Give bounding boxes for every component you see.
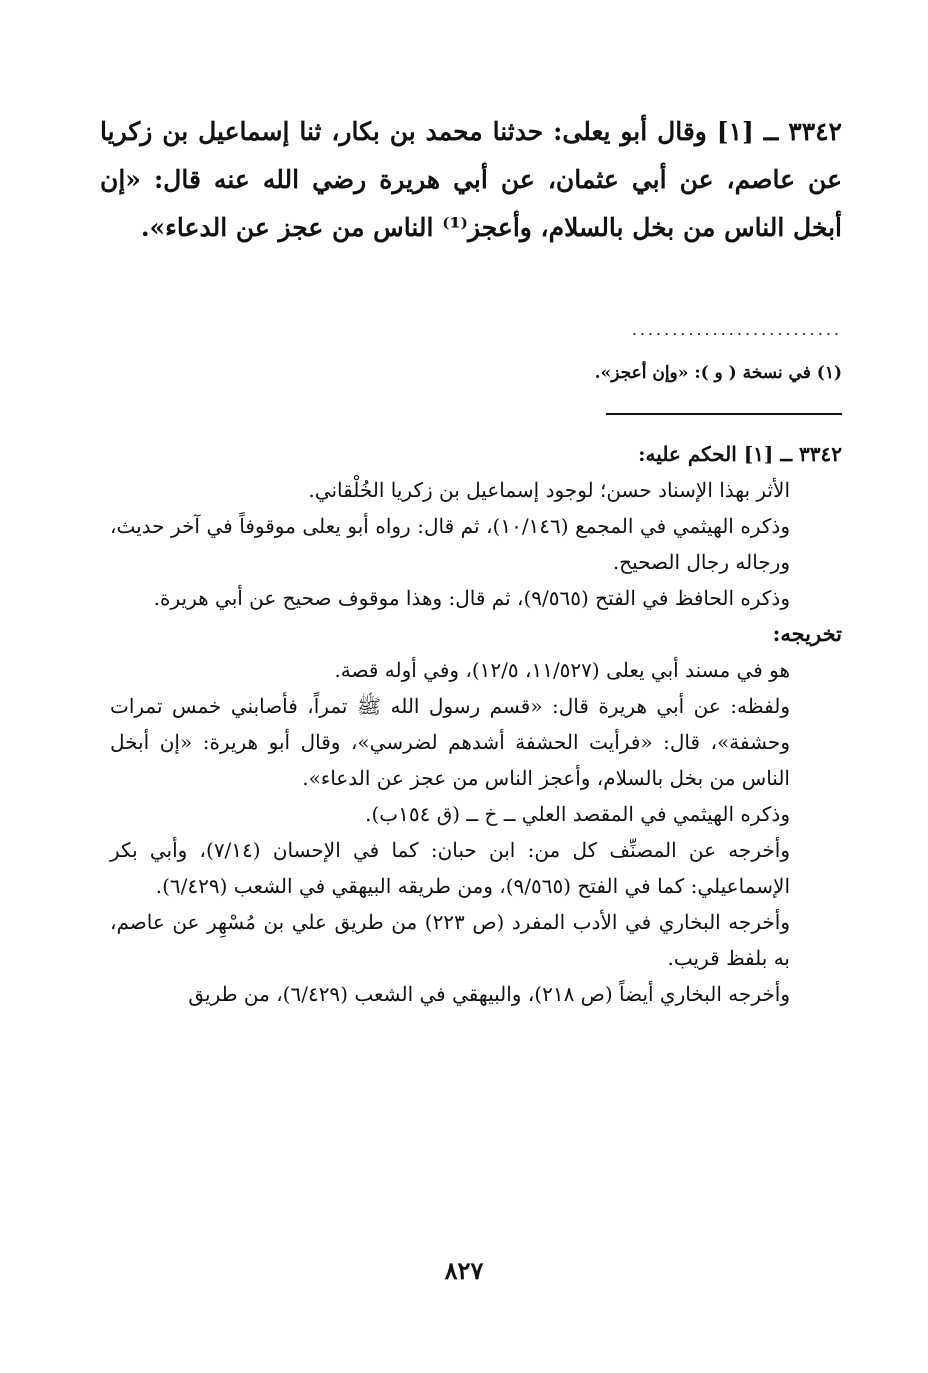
ruling-paragraph-3: وذكره الحافظ في الفتح (٩/٥٦٥)، ثم قال: وهذا موقوف صحيح عن أبي هريرة. bbox=[153, 586, 790, 610]
takhrij-paragraph-5: وأخرجه البخاري في الأدب المفرد (ص ٢٢٣) من طريق علي بن مُسْهِر عن عاصم، به بلفظ قريب. bbox=[110, 910, 790, 970]
takhrij-paragraph-4: وأخرجه عن المصنِّف كل من: ابن حبان: كما في الإحسان (٧/١٤)، وأبي بكر الإسماعيلي: كما في الفتح (٩/٥٦٥)، ومن طريقه البيهقي في الشعب (٦/٤٢٩). bbox=[110, 838, 790, 898]
footnote-separator-dots: .......................... bbox=[631, 320, 842, 339]
takhrij-paragraph-6: وأخرجه البخاري أيضاً (ص ٢١٨)، والبيهقي في الشعب (٦/٤٢٩)، من طريق bbox=[188, 982, 790, 1006]
footnote: (١) في نسخة ( و ): «وإن أعجز». bbox=[594, 363, 842, 383]
takhrij-paragraph-1: هو في مسند أبي يعلى (١١/٥٢٧، ١٢/٥)، وفي أوله قصة. bbox=[334, 658, 790, 682]
commentary-block bbox=[110, 436, 842, 1012]
hadith-text: ٣٣٤٢ ــ [١] وقال أبو يعلى: حدثنا محمد بن بكار، ثنا إسماعيل بن زكريا عن عاصم، عن أبي عثمان، عن أبي هريرة رضي الله عنه قال: «إن أبخل الناس من بخل بالسلام، وأعجز⁽¹⁾ الناس من عجز عن الدعاء». bbox=[100, 117, 842, 242]
takhrij-heading: تخريجه: bbox=[772, 621, 842, 646]
ruling-paragraph-2: وذكره الهيثمي في المجمع (١٠/١٤٦)، ثم قال: رواه أبو يعلى موقوفاً في آخر حديث، ورجاله رجال الصحيح. bbox=[110, 514, 790, 574]
ruling-heading: ٣٣٤٢ ــ [١] الحكم عليه: bbox=[638, 442, 842, 466]
takhrij-paragraph-3: وذكره الهيثمي في المقصد العلي ــ خ ــ (ق ١٥٤ب). bbox=[365, 802, 790, 826]
takhrij-paragraph-2: ولفظه: عن أبي هريرة قال: «قسم رسول الله ﷺ تمراً، فأصابني خمس تمرات وحشفة»، قال: «فرأيت الحشفة أشدهم لضرسي»، وقال أبو هريرة: «إن أبخل الناس من بخل بالسلام، وأعجز الناس من عجز عن الدعاء». bbox=[110, 694, 790, 790]
page-number: ٨٢٧ bbox=[444, 1256, 484, 1285]
ruling-paragraph-1: الأثر بهذا الإسناد حسن؛ لوجود إسماعيل بن زكريا الخُلْقاني. bbox=[308, 478, 790, 502]
hadith-text-block bbox=[100, 108, 842, 252]
section-divider-rule bbox=[606, 413, 842, 415]
